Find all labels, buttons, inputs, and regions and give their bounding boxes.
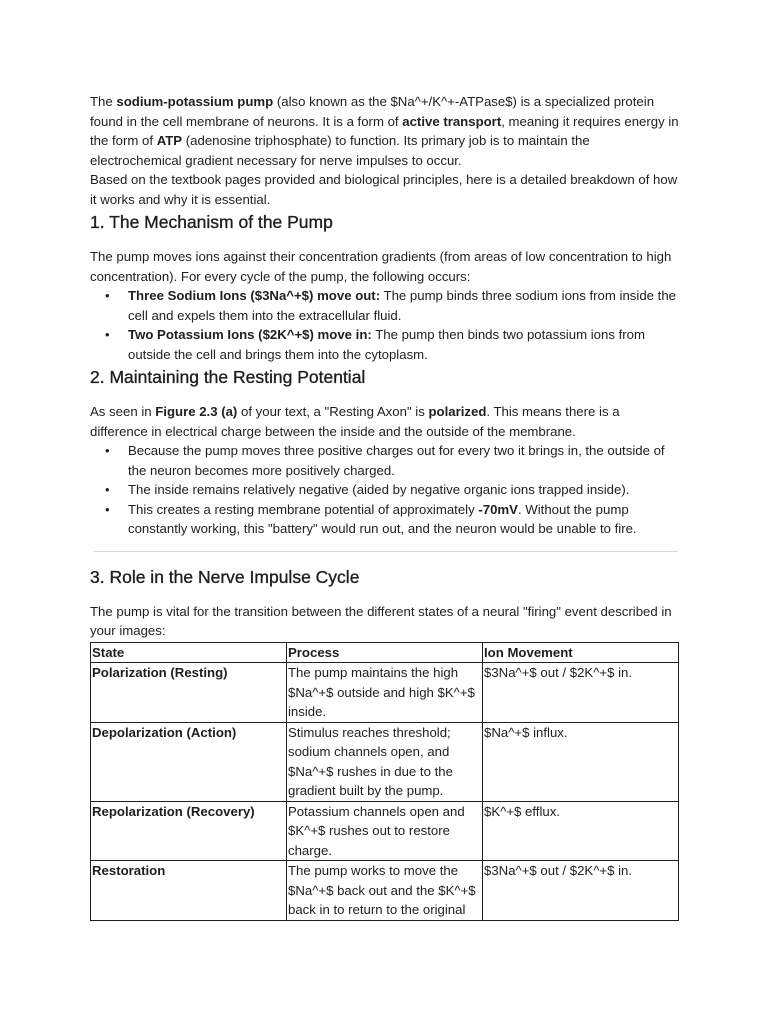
section-2-intro: As seen in Figure 2.3 (a) of your text, a "Resting Axon" is polarized. This means there is a difference in electrical charge between the inside and the outside of the membrane. <box>90 404 620 439</box>
column-header-ion-movement: Ion Movement <box>483 642 679 663</box>
table-cell-state: Depolarization (Action) <box>91 722 287 801</box>
table-cell-ion-movement: $K^+$ efflux. <box>483 801 679 861</box>
section-3-intro: The pump is vital for the transition between the different states of a neural "firing" event described in your images: <box>90 603 672 638</box>
horizontal-divider <box>94 551 678 552</box>
table-row <box>91 801 679 861</box>
table-cell-ion-movement: $3Na^+$ out / $2K^+$ in. <box>483 663 679 723</box>
column-header-state: State <box>91 642 287 663</box>
table-cell-state: Polarization (Resting) <box>91 663 287 723</box>
list-item: • This creates a resting membrane potential of approximately -70mV. Without the pump constantly working, this "battery" would run out, and the neuron would be unable to fire. <box>128 500 680 539</box>
section-2-list <box>90 441 680 539</box>
table-cell-process: The pump maintains the high $Na^+$ outside and high $K^+$ inside. <box>287 663 483 723</box>
document-page <box>90 92 680 921</box>
table-cell-ion-movement: $Na^+$ influx. <box>483 722 679 801</box>
table-cell-ion-movement: $3Na^+$ out / $2K^+$ in. <box>483 861 679 921</box>
list-item: • Because the pump moves three positive charges out for every two it brings in, the outside of the neuron becomes more positively charged. <box>128 441 680 480</box>
section-1-list <box>90 286 680 364</box>
table-cell-state: Restoration <box>91 861 287 921</box>
section-1-intro: The pump moves ions against their concentration gradients (from areas of low concentration to high concentration). For every cycle of the pump, the following occurs: <box>90 249 672 284</box>
table-row <box>91 861 679 921</box>
section-3-heading: 3. Role in the Nerve Impulse Cycle <box>90 566 360 587</box>
impulse-cycle-table <box>90 642 679 921</box>
intro-paragraph: The sodium-potassium pump (also known as the $Na^+/K^+-ATPase$) is a specialized protein found in the cell membrane of neurons. It is a form of active transport, meaning it requires energy in the form of ATP (adenosine triphosphate) to function. Its primary job is to maintain the electrochemical gradient necessary for nerve impulses to occur. <box>90 94 679 168</box>
table-cell-process: The pump works to move the $Na^+$ back out and the $K^+$ back in to return to the original <box>287 861 483 921</box>
table-row <box>91 663 679 723</box>
list-item: • The inside remains relatively negative (aided by negative organic ions trapped inside). <box>128 480 680 500</box>
section-2-heading: 2. Maintaining the Resting Potential <box>90 367 366 387</box>
table-cell-process: Potassium channels open and $K^+$ rushes out to restore charge. <box>287 801 483 861</box>
list-item: • Three Sodium Ions ($3Na^+$) move out: The pump binds three sodium ions from inside the cell and expels them into the extracellular fluid. <box>128 286 680 325</box>
table-header-row <box>91 642 679 663</box>
intro-paragraph-2: Based on the textbook pages provided and biological principles, here is a detailed breakdown of how it works and why it is essential. <box>90 172 678 207</box>
list-item: • Two Potassium Ions ($2K^+$) move in: The pump then binds two potassium ions from outside the cell and brings them into the cytoplasm. <box>128 325 680 364</box>
table-row <box>91 722 679 801</box>
table-cell-process: Stimulus reaches threshold; sodium channels open, and $Na^+$ rushes in due to the gradient built by the pump. <box>287 722 483 801</box>
section-1-heading: 1. The Mechanism of the Pump <box>90 212 333 232</box>
table-cell-state: Repolarization (Recovery) <box>91 801 287 861</box>
column-header-process: Process <box>287 642 483 663</box>
